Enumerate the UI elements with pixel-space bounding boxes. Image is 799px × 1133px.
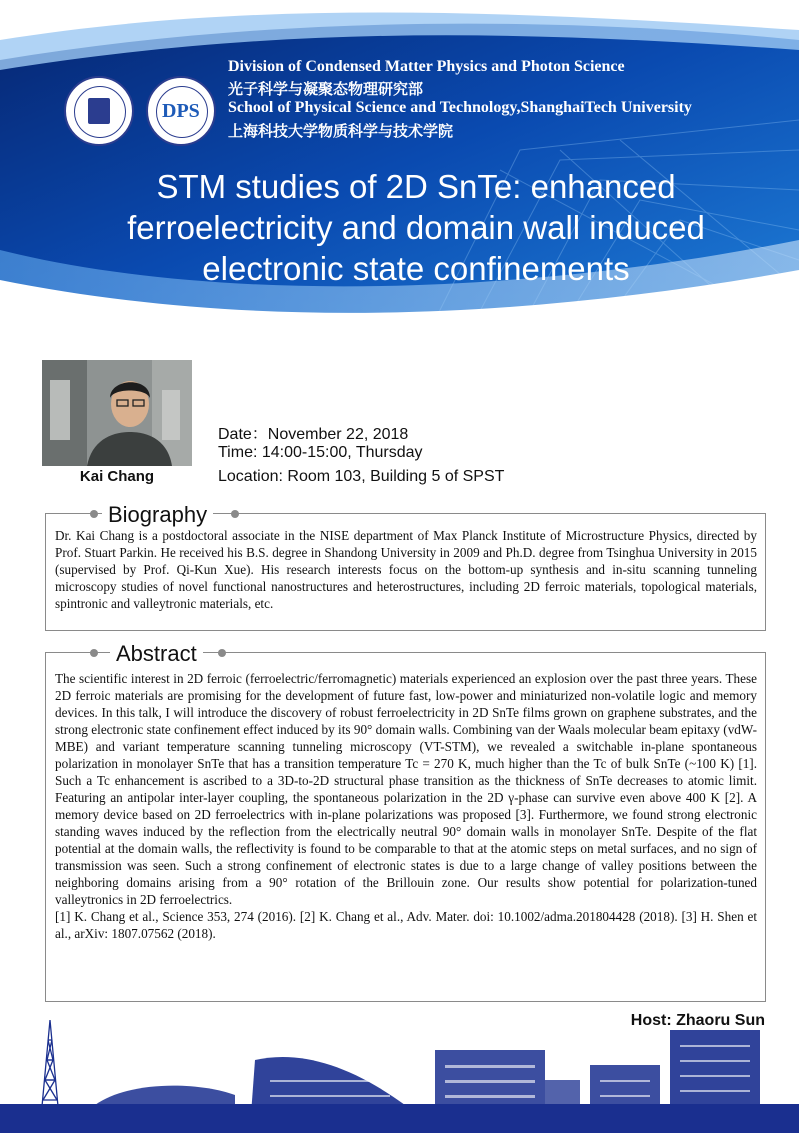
abstract-heading: Abstract — [110, 641, 203, 667]
biography-text: Dr. Kai Chang is a postdoctoral associate in the NISE department of Max Planck Institute of Microstructure Physics, directed by Prof. Stuart Parkin. He received his B.S. degree in Shandong University in 2009 and Ph.D. degree from Tsinghua University in 2015 (supervised by Prof. Qi-Kun Xue). His research interests focus on the bottom-up synthesis and in-situ scanning tunneling microscopy studies of novel functional nanostructures and heterostructures, including 2D ferroic materials, topological materials, spintronic and valleytronic materials, etc. — [55, 528, 757, 611]
talk-title-line-3: electronic state confinements — [202, 250, 630, 287]
talk-title-line-2: ferroelectricity and domain wall induced — [127, 209, 705, 246]
abstract-body — [55, 670, 757, 942]
dps-emblem: DPS — [162, 100, 200, 122]
speaker-name: Kai Chang — [79, 468, 155, 485]
abstract-bullet-right — [218, 649, 226, 657]
talk-time: Time: 14:00-15:00, Thursday — [218, 444, 423, 461]
abstract-references: [1] K. Chang et al., Science 353, 274 (2016). [2] K. Chang et al., Adv. Mater. doi: 10.1002/adma.201804428 (2018). [3] H. Shen et al., arXiv: 1807.07562 (2018). — [55, 909, 757, 941]
header-banner — [0, 0, 799, 330]
talk-location: Location: Room 103, Building 5 of SPST — [218, 468, 505, 485]
org-name-en-2: School of Physical Science and Technology,ShanghaiTech University — [228, 99, 692, 116]
abstract-bullet-left — [90, 649, 98, 657]
org-name-cn-2: 上海科技大学物质科学与技术学院 — [228, 122, 454, 140]
footer-band — [0, 1104, 799, 1133]
host-name: Host: Zhaoru Sun — [630, 1012, 765, 1029]
talk-title — [60, 166, 772, 289]
dps-logo — [146, 76, 216, 146]
campus-skyline-icon — [0, 1020, 799, 1133]
talk-date: Date：November 22, 2018 — [218, 426, 409, 443]
abstract-text: The scientific interest in 2D ferroic (ferroelectric/ferromagnetic) materials experienced an explosion over the past three years. These 2D ferroic materials are promising for the development of future fast, low-power and miniaturized non-volatile logic and memory devices. In this talk, I will introduce the discovery of robust ferroelectricity in 2D SnTe films grown on graphene substrates, and the strong electronic state confinement effect induced by its 90° domain walls. Combining van der Waals molecular beam epitaxy (vdW-MBE) and variant temperature scanning tunneling microscopy (VT-STM), we revealed a switchable in-plane spontaneous polarization in monolayer SnTe that has a transition temperature Tc = 270 K, much higher than the Tc of bulk SnTe (~100 K) [1]. Such a Tc enhancement is ascribed to a 3D-to-2D structural phase transition as the thickness of SnTe decreases to atomic limit. Featuring an antipolar inter-layer coupling, the spontaneous polarization in the 2D γ-phase can survive even above 400 K [2]. A memory device based on 2D ferroelectrics with in-plane polarizations was proposed [3]. Furthermore, we found strong electronic standing waves induced by the reflection from the electrically neutral 90° domain walls in monolayer SnTe. Despite of the flat potential at the domain walls, the reflectivity is found to be comparable to that at the atomic steps on metal surfaces, and no sign of transmission was seen. Such a strong confinement of electronic states is due to a large change of valley positions between the neighboring domains arising from a 90° rotation of the Brillouin zone. Our results show potential for polarization-tuned valleytronics in 2D ferroelectrics. — [55, 671, 757, 907]
org-name-en-1: Division of Condensed Matter Physics and Photon Science — [228, 58, 625, 75]
speaker-photo-image — [42, 360, 192, 466]
university-seal-logo — [64, 76, 134, 146]
org-name-cn-1: 光子科学与凝聚态物理研究部 — [228, 80, 424, 98]
biography-heading: Biography — [102, 502, 213, 528]
seal-emblem — [88, 98, 110, 124]
biography-bullet-left — [90, 510, 98, 518]
footer-skyline — [0, 1020, 799, 1133]
talk-title-line-1: STM studies of 2D SnTe: enhanced — [156, 168, 676, 205]
biography-bullet-right — [231, 510, 239, 518]
speaker-photo — [42, 360, 192, 466]
